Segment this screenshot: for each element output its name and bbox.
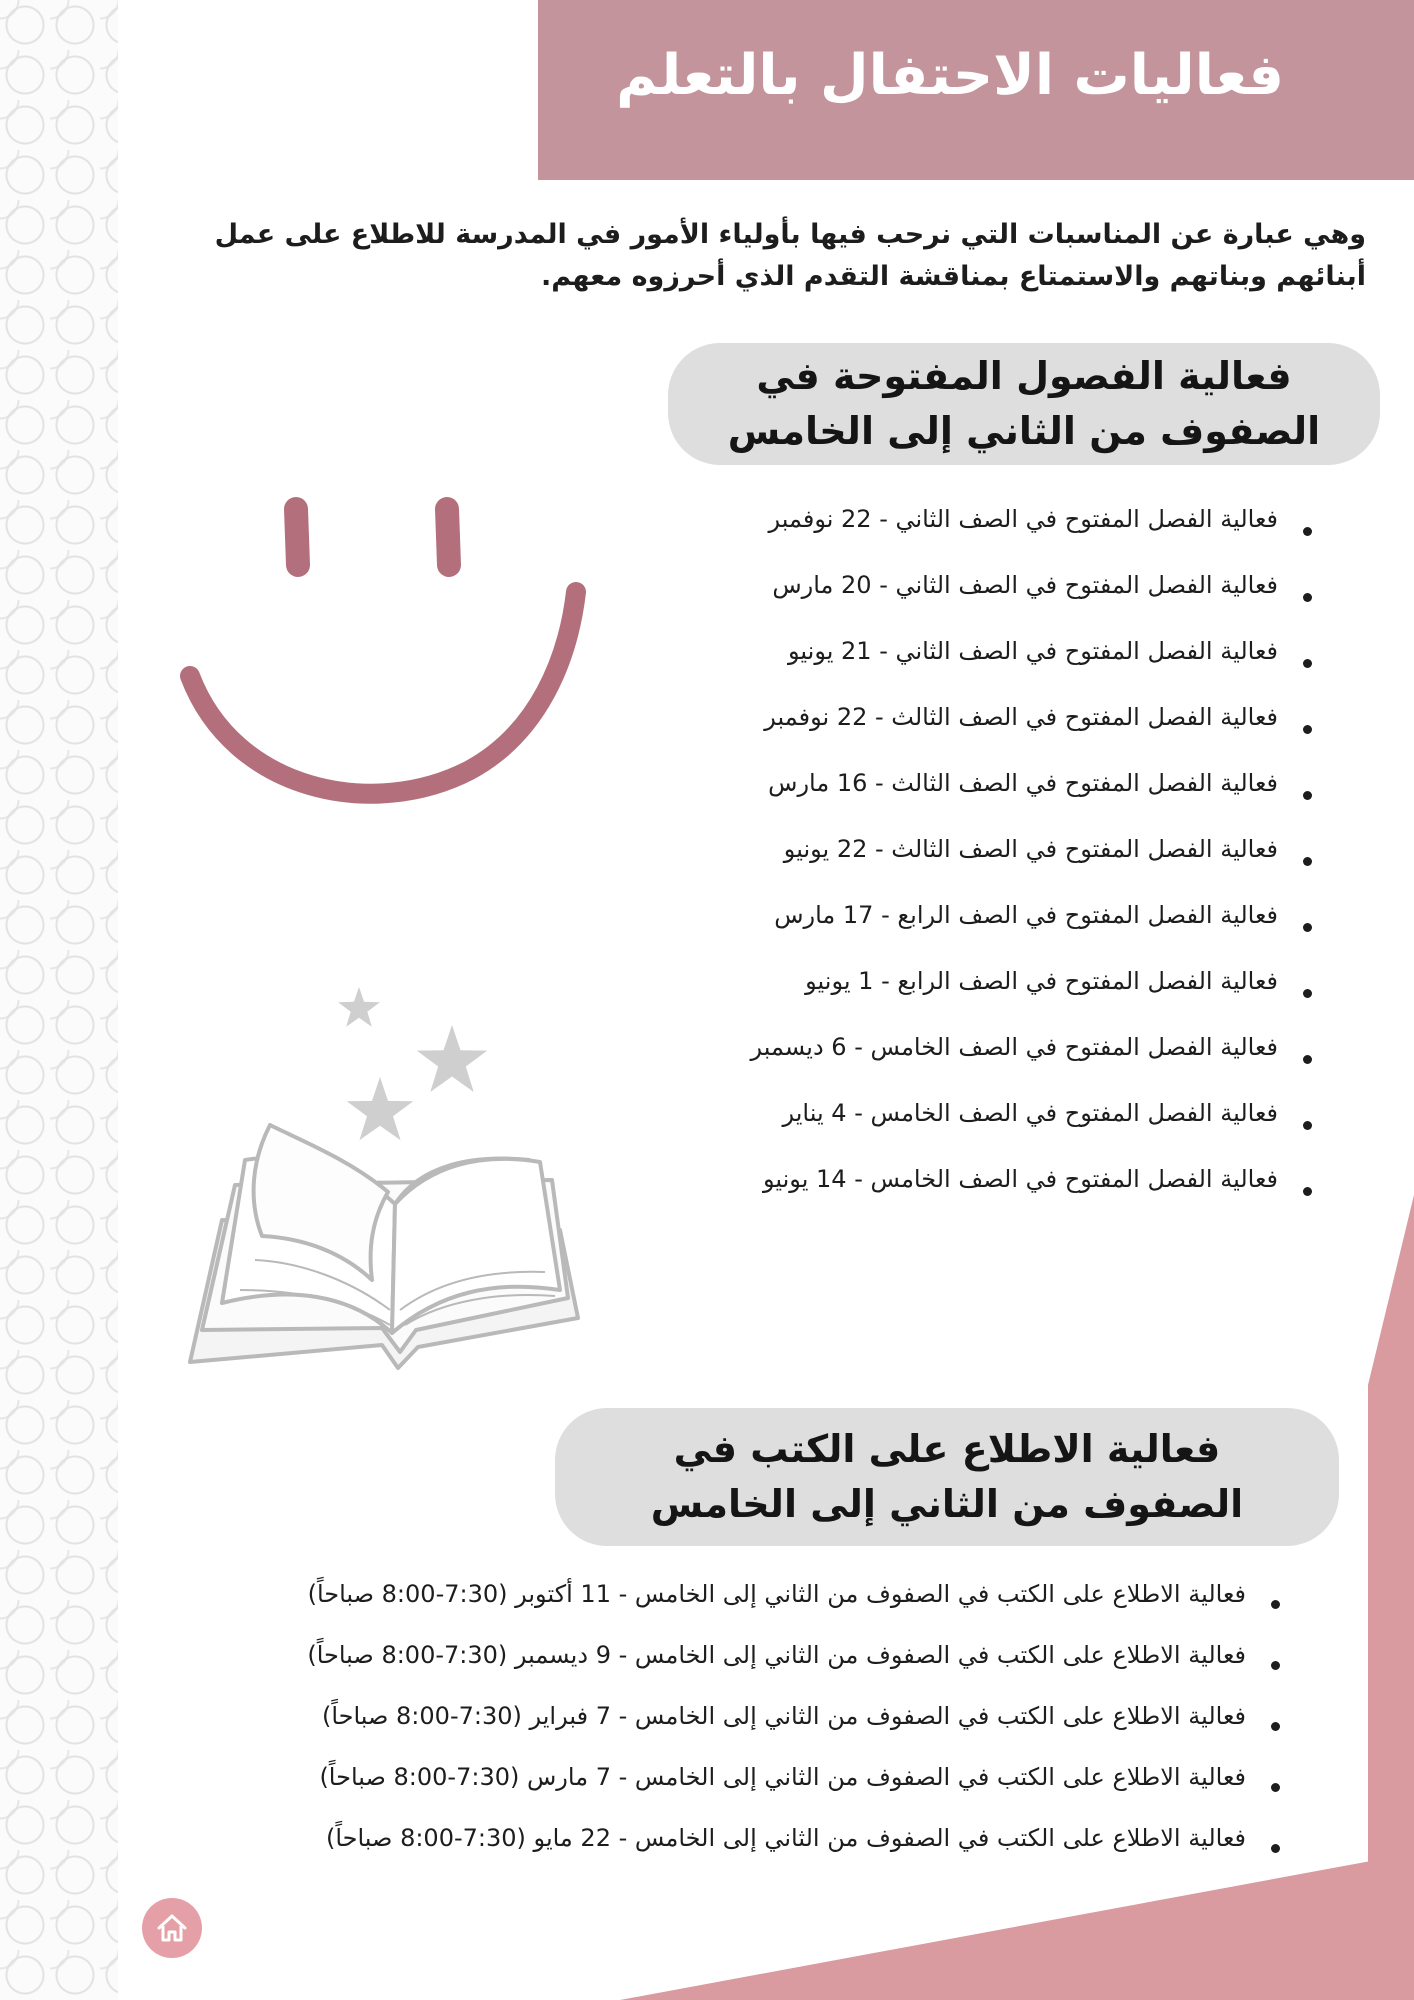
list-item: فعالية الفصل المفتوح في الصف الثالث - 16 مارس — [751, 762, 1318, 828]
open-book-icon — [190, 1125, 578, 1368]
list-item: فعالية الفصل المفتوح في الصف الرابع - 17 مارس — [751, 894, 1318, 960]
list-item: فعالية الاطلاع على الكتب في الصفوف من الثاني إلى الخامس - 7 مارس (7:30-8:00 صباحاً) — [307, 1756, 1286, 1817]
book-viewing-list — [307, 1573, 1286, 1878]
header-banner — [538, 0, 1414, 180]
book-viewing-heading-line1: فعالية الاطلاع على الكتب في — [673, 1426, 1221, 1471]
list-item: فعالية الفصل المفتوح في الصف الثالث - 22 نوفمبر — [751, 696, 1318, 762]
list-item: فعالية الفصل المفتوح في الصف الخامس - 4 يناير — [751, 1092, 1318, 1158]
list-item: فعالية الفصل المفتوح في الصف الخامس - 14 يونيو — [751, 1158, 1318, 1224]
book-viewing-heading-line2: الصفوف من الثاني إلى الخامس — [650, 1482, 1244, 1526]
list-item: فعالية الفصل المفتوح في الصف الثالث - 22 يونيو — [751, 828, 1318, 894]
list-item: فعالية الفصل المفتوح في الصف الرابع - 1 يونيو — [751, 960, 1318, 1026]
open-classrooms-heading — [668, 343, 1380, 465]
list-item: فعالية الاطلاع على الكتب في الصفوف من الثاني إلى الخامس - 11 أكتوبر (7:30-8:00 صباحاً) — [307, 1573, 1286, 1634]
home-button[interactable] — [142, 1898, 202, 1958]
book-viewing-heading — [555, 1408, 1339, 1546]
home-icon — [155, 1911, 189, 1945]
page-title: فعاليات الاحتفال بالتعلم — [616, 43, 1284, 108]
star-icon — [338, 987, 487, 1140]
list-item: فعالية الفصل المفتوح في الصف الخامس - 6 ديسمبر — [751, 1026, 1318, 1092]
open-classrooms-heading-line2: الصفوف من الثاني إلى الخامس — [727, 409, 1321, 453]
list-item: فعالية الفصل المفتوح في الصف الثاني - 22 نوفمبر — [751, 498, 1318, 564]
list-item: فعالية الفصل المفتوح في الصف الثاني - 21 يونيو — [751, 630, 1318, 696]
smiley-face-icon — [190, 509, 576, 794]
open-classrooms-heading-line1: فعالية الفصول المفتوحة في — [756, 353, 1292, 398]
open-classrooms-list — [751, 498, 1318, 1224]
list-item: فعالية الاطلاع على الكتب في الصفوف من الثاني إلى الخامس - 22 مايو (7:30-8:00 صباحاً) — [307, 1817, 1286, 1878]
list-item: فعالية الاطلاع على الكتب في الصفوف من الثاني إلى الخامس - 9 ديسمبر (7:30-8:00 صباحاً) — [307, 1634, 1286, 1695]
list-item: فعالية الاطلاع على الكتب في الصفوف من الثاني إلى الخامس - 7 فبراير (7:30-8:00 صباحاً) — [307, 1695, 1286, 1756]
intro-paragraph: وهي عبارة عن المناسبات التي نرحب فيها بأولياء الأمور في المدرسة للاطلاع على عمل أبنائهم وبناتهم والاستمتاع بمناقشة التقدم الذي أحرزوه معهم. — [214, 219, 1366, 292]
list-item: فعالية الفصل المفتوح في الصف الثاني - 20 مارس — [751, 564, 1318, 630]
